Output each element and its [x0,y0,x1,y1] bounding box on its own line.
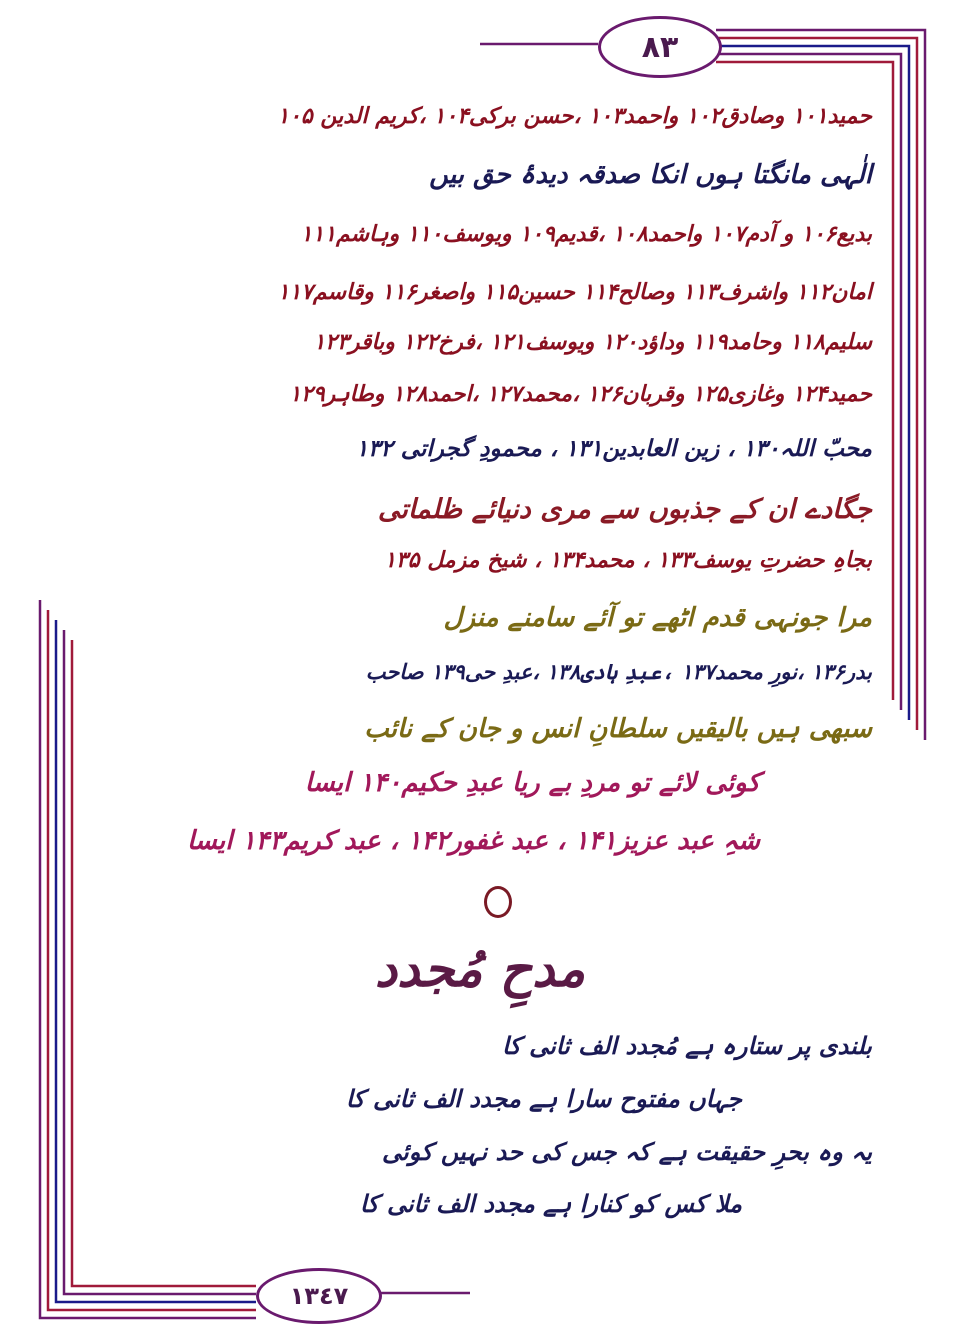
names-line-8: بدر۱۳۶ ،نورِ محمد۱۳۷ ،عبدِ ہادی۱۳۸ ،عبدِ حی۱۳۹ صاحب [365,660,872,684]
names-line-1: حمید۱۰۱ وصادق۱۰۲ واحمد۱۰۳ ،حسن برکی۱۰۴ ،کریم الدین ۱۰۵ [277,104,872,129]
verse-line-1: الٰہی مانگتا ہوں انکا صدقہ دیدۂ حق بیں [429,160,872,190]
verse-line-6: شہِ عبد عزیز۱۴۱ ، عبد غفور۱۴۲ ، عبد کریم۱۴۳ ایسا [186,826,760,856]
verse-line-2: جگادے ان کے جذبوں سے مری دنیائے ظلماتی [377,494,872,525]
verse-line-5: کوئی لائے تو مردِ بے ریا عبدِ حکیم۱۴۰ ایسا [304,768,760,798]
section-title: مدحِ مُجدد [374,940,586,998]
poem-line-4: ملا کس کو کنارا ہے مجدد الف ثانی کا [359,1190,742,1218]
page-number-top: ٨٣ [598,16,722,78]
verse-line-3: مرا جونہی قدم اٹھے تو آئے سامنے منزل [443,603,872,633]
names-line-6: محبّ اللہ۱۳۰ ، زین العابدین۱۳۱ ، محمودِ گجراتی ۱۳۲ [355,436,872,462]
names-line-5: حمید۱۲۴ وغازی۱۲۵ وقربان۱۲۶ ،محمد۱۲۷ ،احمد۱۲۸ وطاہر۱۲۹ [289,382,872,407]
names-line-2: بدیع۱۰۶ و آدم۱۰۷ واحمد۱۰۸ ،قدیم۱۰۹ ویوسف۱۱۰ وہاشم۱۱۱ [300,222,872,247]
names-line-3: امان۱۱۲ واشرف۱۱۳ وصالح۱۱۴ حسین۱۱۵ واصغر۱۱۶ وقاسم۱۱۷ [277,280,872,305]
page-number-bottom: ١٣٤٧ [256,1268,382,1324]
names-line-7: بجاہِ حضرتِ یوسف۱۳۳ ، محمد۱۳۴ ، شیخ مزمل ۱۳۵ [384,548,872,573]
section-separator-ring [484,886,512,918]
poem-line-1: بلندی پر ستارہ ہے مُجدد الف ثانی کا [502,1032,872,1060]
verse-line-4: سبھی ہیں بالیقیں سلطانِ انس و جان کے نائب [364,714,872,744]
poem-line-2: جہاں مفتوح سارا ہے مجدد الف ثانی کا [345,1085,742,1113]
poem-line-3: یہ وہ بحرِ حقیقت ہے کہ جس کی حد نہیں کوئی [382,1138,872,1166]
names-line-4: سلیم۱۱۸ وحامد۱۱۹ وداؤد۱۲۰ ویوسف۱۲۱ ،فرخ۱۲۲ وباقر۱۲۳ [313,330,872,355]
